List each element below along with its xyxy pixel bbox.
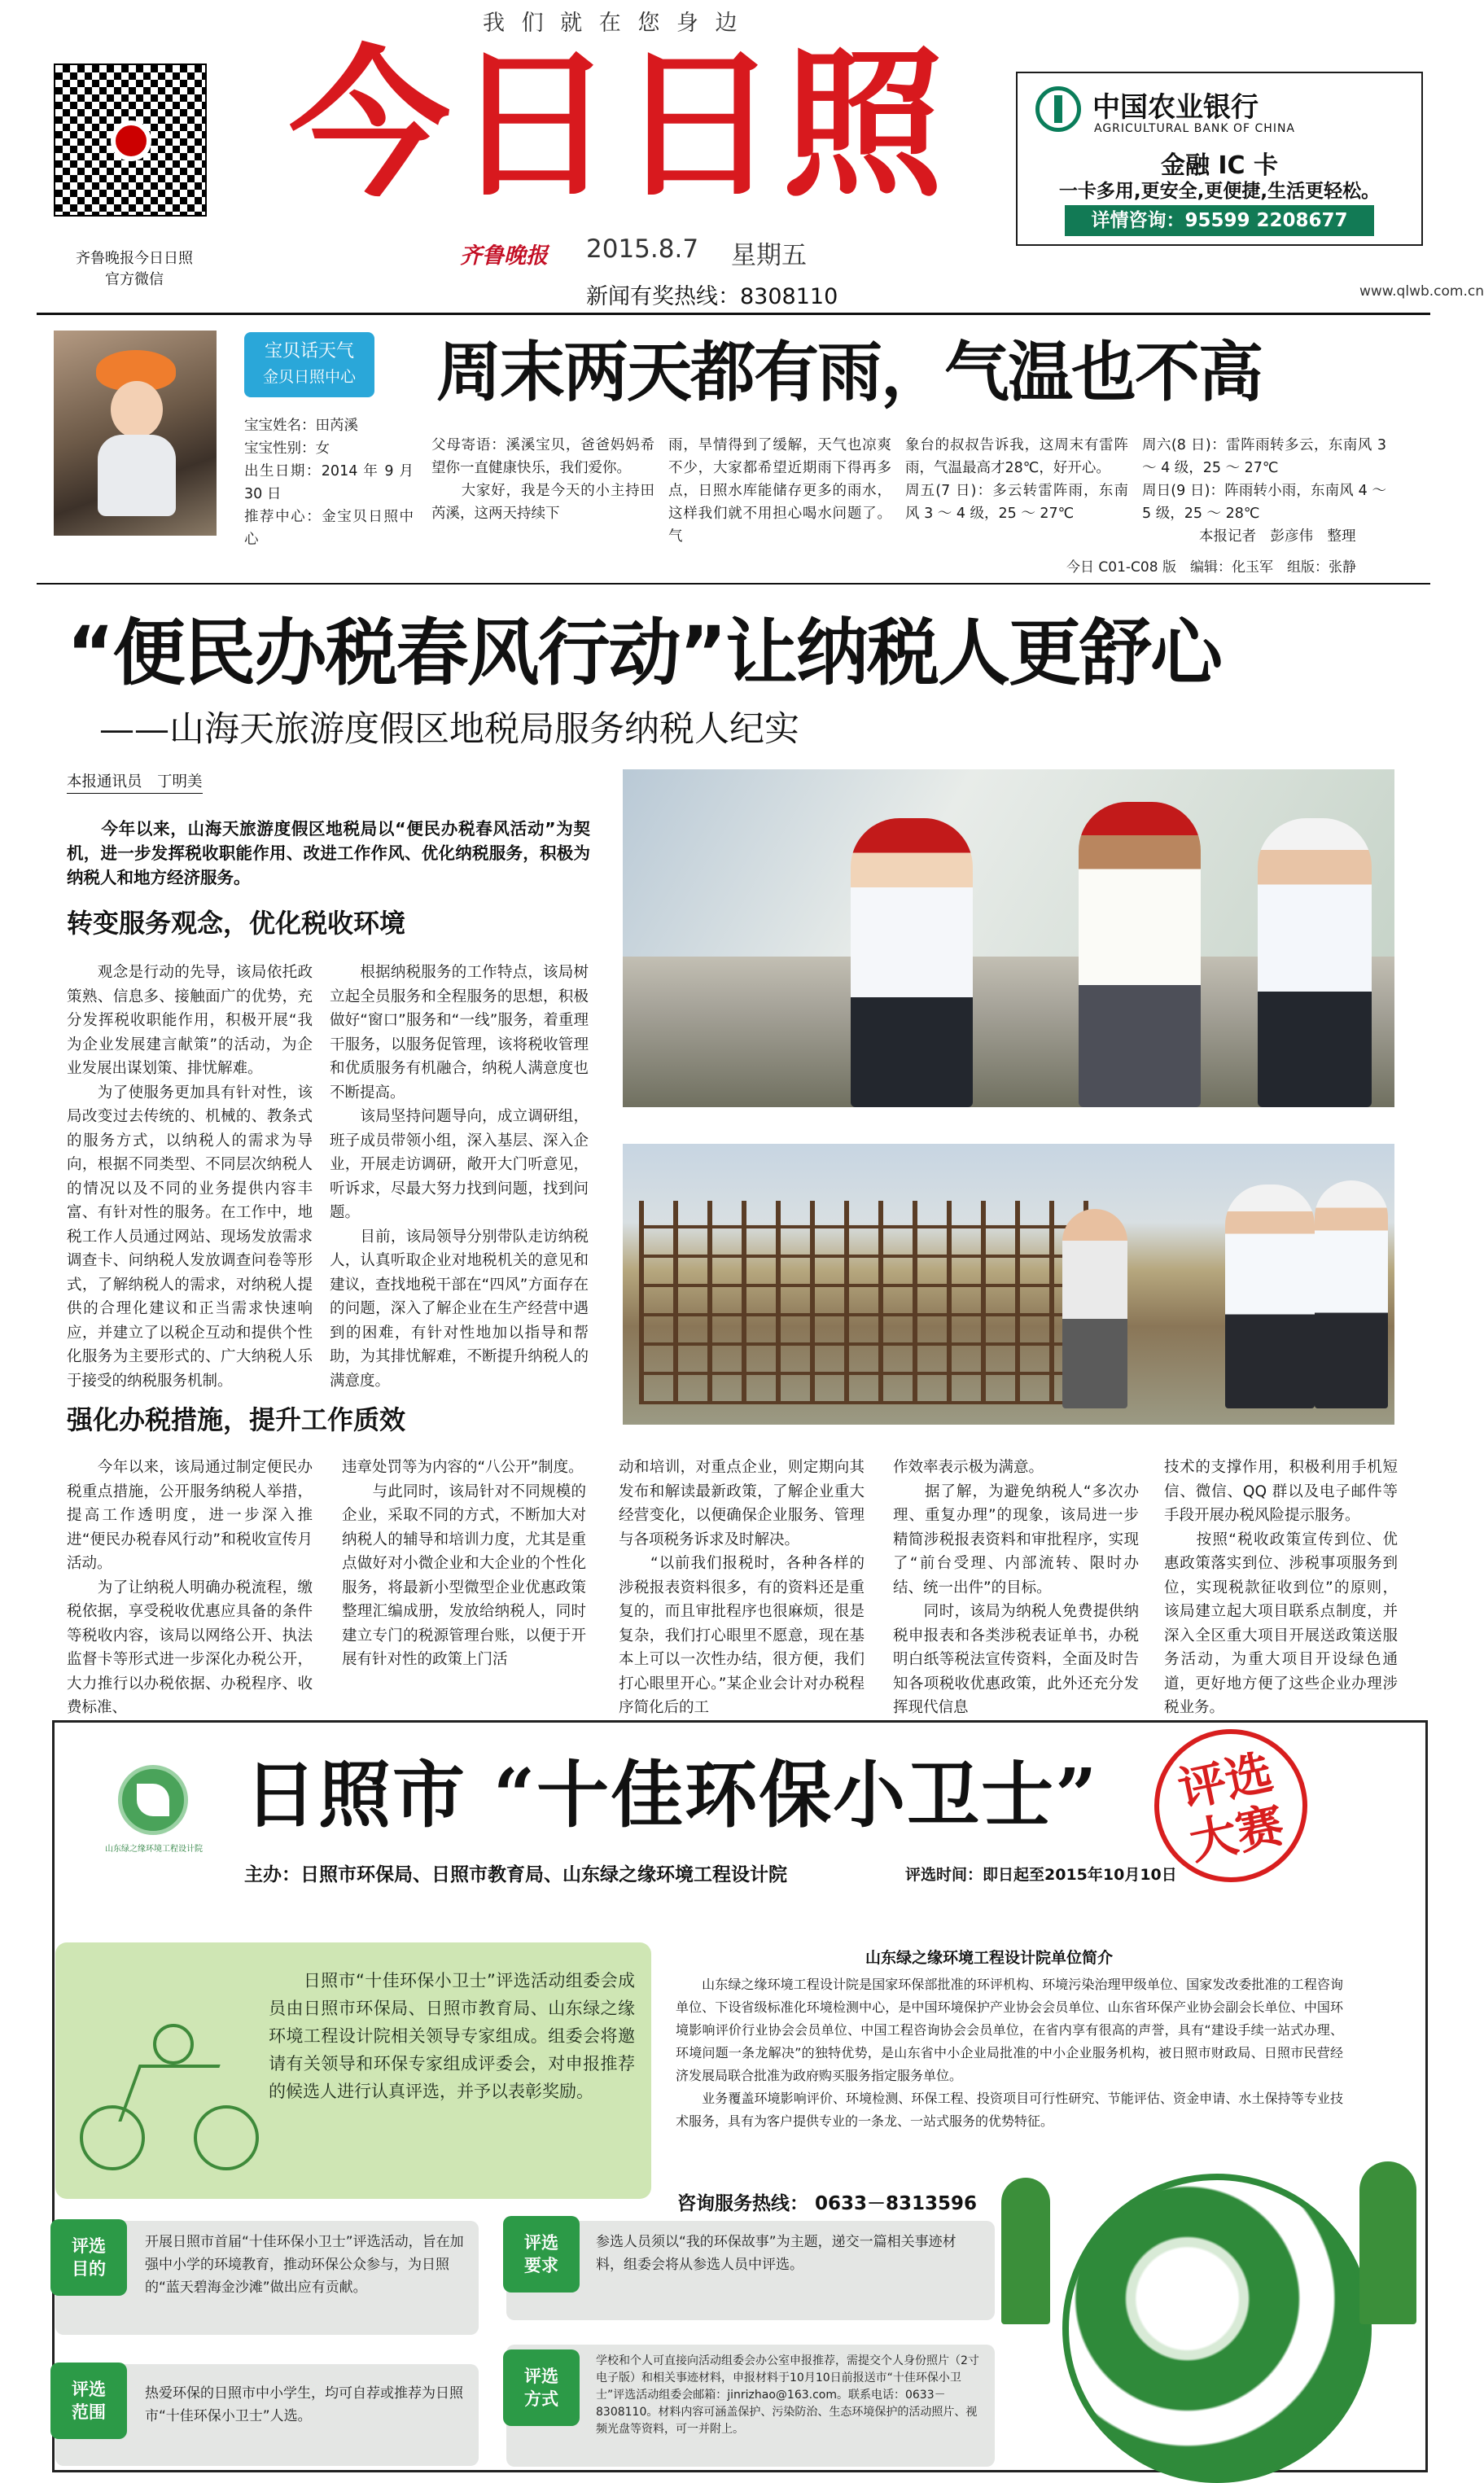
env-stamp-text: 评选大赛: [1173, 1744, 1289, 1871]
env-hotline: 咨询服务热线： 0633－8313596: [677, 2193, 978, 2214]
baby-photo: [54, 331, 217, 536]
bank-name: 中国农业银行: [1092, 91, 1259, 124]
photo1-person-b: [1079, 802, 1201, 1107]
panel-method-tag: 评选 方式: [503, 2349, 580, 2426]
qr-caption: 齐鲁晚报今日日照 官方微信: [76, 250, 193, 288]
masthead-slogan: 我 们 就 在 您 身 边: [483, 11, 742, 36]
byline: 本报通讯员 丁明美: [67, 770, 203, 794]
weather-col-4: 周六(8 日)：雷阵雨转多云，东南风 3 ～ 4 级，25 ～ 27℃ 周日(9 日)：阵雨转小雨，东南风 4 ～ 5 级，25 ～ 28℃ 本报记者 彭彦伟 整理: [1142, 437, 1386, 545]
env-intro-text: 日照市“十佳环保小卫士”评选活动组委会成员由日照市环保局、日照市教育局、山东绿之缘环境工程设计院相关领导专家组成。组委会将邀请有关领导和环保专家组成评委会，对申报推荐的候选人进行认真评选，并予以表彰奖励。: [269, 1971, 635, 2101]
env-organizers: 主办：日照市环保局、日照市教育局、山东绿之缘环境工程设计院: [244, 1864, 787, 1885]
weather-col-2: 雨，旱情得到了缓解，天气也凉爽不少，大家都希望近期雨下得再多点，日照水库能储存更多的雨水，这样我们就不用担心喝水问题了。气: [668, 437, 891, 545]
sponsor-logo: 齐鲁晚报: [460, 243, 548, 269]
panel-method-text: 学校和个人可直接向活动组委会办公室申报推荐，需提交个人身份照片（2寸电子版）和相关事迹材料，申报材料于10月10日前报送市“十佳环保小卫士”评选活动组委会邮箱：jinrizhao@163.com。联系电话：0633－8308110。材料内容可涵盖保护、污染防治、生态环境保护的活动照片、视频光盘等资料，可一并附上。: [596, 2354, 979, 2436]
baby-face: [111, 381, 163, 438]
article-headline: “便民办税春风行动”让纳税人更舒心: [67, 611, 1221, 695]
bank-slogan: 一卡多用,更安全,更便捷,生活更轻松。: [1058, 181, 1381, 202]
weather-col-3: 象台的叔叔告诉我，这周末有雷阵雨，气温最高才28℃，好开心。 周五(7 日)：多云转雷阵雨，东南风 3 ～ 4 级，25 ～ 27℃: [905, 437, 1128, 522]
edition-info: 今日 C01-C08 版 编辑：化玉军 组版：张静: [1066, 559, 1356, 576]
photo2-person-c: [1315, 1180, 1388, 1408]
article-lead: 今年以来，山海天旅游度假区地税局以“便民办税春风活动”为契机，进一步发挥税收职能作用、改进工作作风、优化纳税服务，积极为纳税人和地方经济服务。: [67, 819, 590, 887]
photo2-scaffold: [639, 1201, 1095, 1404]
weather-col-1: 父母寄语：溪溪宝贝，爸爸妈妈希望你一直健康快乐，我们爱你。 大家好，我是今天的小主持田芮溪，这两天持续下: [431, 437, 654, 522]
panel-method: [506, 2345, 995, 2467]
panel-scope-text: 热爱环保的日照市中小学生，均可自荐或推荐为日照市“十佳环保小卫士”人选。: [145, 2385, 463, 2424]
website: www.qlwb.com.cn: [1359, 283, 1484, 300]
panel-requirement-tag: 评选 要求: [503, 2216, 580, 2293]
qr-center-logo: [111, 120, 151, 161]
photo2-person-b: [1225, 1185, 1315, 1408]
section2-col-1: 今年以来，该局通过制定便民办税重点措施，公开服务纳税人举措，提高工作透明度，进一步深入推进“便民办税春风行动”和税收宣传月活动。 为了让纳税人明确办税流程，缴税依据，享受税收优惠应具备的条件等税收内容，该局以网络公开、执法监督卡等形式进一步深化办税公开，大力推行以办税依据、办税程序、收费标准、: [67, 1459, 313, 1716]
baby-body: [98, 435, 176, 516]
company-title: 山东绿之缘环境工程设计院单位简介: [865, 1949, 1113, 1967]
env-logo-caption: 山东绿之缘环境工程设计院: [105, 1845, 203, 1854]
section2-col-3: 动和培训，对重点企业，则定期向其发布和解读最新政策，了解企业重大经营变化，以便确保企业服务、管理与各项税务诉求及时解决。 “以前我们报税时，各种各样的涉税报表资料很多，有的资料还是重复的，而且审批程序也很麻烦，很是复杂，我们打心眼里不愿意，现在基本上可以一次性办结，很方便，我们打心眼里开心。”某企业会计对办税程序简化后的工: [619, 1459, 865, 1716]
section2-col-5: 技术的支撑作用，积极利用手机短信、微信、QQ 群以及电子邮件等手段开展办税风险提示服务。 按照“税收政策宣传到位、优惠政策落实到位、涉税事项服务到位，实现税款征收到位”的原则，该局建立起大项目联系点制度，并深入全区重大项目开展送政策送服务活动，为重大项目开设绿色通道，更好地方便了这些企业办理涉税业务。: [1164, 1459, 1398, 1716]
env-logo: [118, 1765, 188, 1835]
earth-illustration: [1001, 2129, 1416, 2471]
masthead-divider: [37, 313, 1430, 315]
bank-ad[interactable]: [1016, 72, 1423, 246]
news-hotline: 新闻有奖热线：8308110: [586, 284, 838, 309]
bank-name-en: AGRICULTURAL BANK OF CHINA: [1094, 122, 1296, 135]
photo-inspection-1[interactable]: [623, 769, 1394, 1107]
weather-tag: [244, 332, 374, 397]
bank-contact: 详情咨询：95599 2208677: [1065, 205, 1374, 236]
photo1-person-c: [1258, 818, 1372, 1107]
bank-logo-icon: [1035, 86, 1081, 132]
baby-info: 宝宝姓名：田芮溪 宝宝性别：女 出生日期：2014 年 9 月 30 日 推荐中心：金宝贝日照中心: [244, 418, 414, 548]
env-ad-title: 日照市 “十佳环保小卫士”: [244, 1752, 1099, 1837]
weather-divider: [37, 583, 1430, 585]
section2-col-4: 作效率表示极为满意。 据了解，为避免纳税人“多次办理、重复办理”的现象，该局进一步精简涉税报表资料和审批程序，实现了“前台受理、内部流转、限时办结、统一出件”的目标。 同时，该局为纳税人免费提供纳税申报表和各类涉税表证单书，办税明白纸等税法宣传资料，全面及时告知各项税收优惠政策，此外还充分发挥现代信息: [893, 1459, 1139, 1716]
weather-tag-line1: 宝贝话天气: [264, 341, 354, 361]
issue-date: 2015.8.7: [586, 234, 699, 264]
env-logo-leaf-icon: [137, 1784, 169, 1816]
photo2-person-a: [1062, 1209, 1127, 1408]
newspaper-title: 今日日照: [289, 31, 947, 219]
section2-heading: 强化办税措施，提升工作质效: [67, 1404, 406, 1435]
section1-col-2: 根据纳税服务的工作特点，该局树立起全员服务和全程服务的思想，积极做好“窗口”服务和“一线”服务，着重理干服务，以服务促管理，该将税收管理和优质服务有机融合，纳税人满意度也不断提高。 该局坚持问题导向，成立调研组，班子成员带领小组，深入基层、深入企业，开展走访调研，敞开大门听意见，听诉求，尽最大努力找到问题，找到问题。 目前，该局领导分别带队走访纳税人，认真听取企业对地税机关的意见和建议，查找地税干部在“四风”方面存在的问题，深入了解企业在生产经营中遇到的困难，有针对性地加以指导和帮助，为其排忧解难，不断提升纳税人的满意度。: [330, 964, 589, 1390]
issue-weekday: 星期五: [731, 241, 807, 270]
panel-scope-tag: 评选 范围: [50, 2363, 127, 2439]
article-subheadline: ——山海天旅游度假区地税局服务纳税人纪实: [99, 709, 799, 750]
section1-heading: 转变服务观念，优化税收环境: [67, 908, 406, 939]
env-period: 评选时间：即日起至2015年10月10日: [905, 1866, 1177, 1884]
photo-inspection-2[interactable]: [623, 1144, 1394, 1425]
tree-left: [1001, 2178, 1050, 2324]
company-text: 山东绿之缘环境工程设计院是国家环保部批准的环评机构、环境污染治理甲级单位、国家发改委批准的工程咨询单位、下设省级标准化环境检测中心，是中国环境保护产业协会会员单位、山东省环保产业协会副会长单位、中国环境影响评价行业协会会员单位、中国工程咨询协会会员单位，在省内享有很高的声誉，具有“建设手续一站式办理、环境问题一条龙解决”的独特优势，是山东省中小企业局批准的中小企业服务机构，被日照市财政局、日照市民营经济发展局联合批准为政府购买服务指定服务单位。 业务覆盖环境影响评价、环境检测、环保工程、投资项目可行性研究、节能评估、资金申请、水土保持等专业技术服务，具有为客户提供专业的一条龙、一站式服务的优势特征。: [676, 1977, 1343, 2129]
tree-right: [1359, 2161, 1416, 2324]
panel-requirement-text: 参选人员须以“我的环保故事”为主题，递交一篇相关事迹材料，组委会将从参选人员中评选。: [596, 2234, 957, 2273]
panel-purpose-tag: 评选 目的: [50, 2219, 127, 2296]
section2-col-2: 违章处罚等为内容的“八公开”制度。 与此同时，该局针对不同规模的企业，采取不同的方式，不断加大对纳税人的辅导和培训力度，尤其是重点做好对小微企业和大企业的个性化服务，将最新小型微型企业优惠政策整理汇编成册，发放给纳税人，同时建立专门的税源管理台账，以便于开展有针对性的政策上门活: [342, 1459, 586, 1668]
bicycle-icon: [80, 2016, 267, 2170]
panel-requirement: [506, 2221, 995, 2320]
bank-product: 金融 IC 卡: [1160, 151, 1279, 180]
photo1-person-a: [851, 818, 973, 1107]
qr-code[interactable]: [54, 63, 207, 217]
weather-headline: 周末两天都有雨，气温也不高: [436, 335, 1262, 410]
weather-tag-line2: 金贝日照中心: [262, 368, 356, 386]
section1-col-1: 观念是行动的先导，该局依托政策熟、信息多、接触面广的优势，充分发挥税收职能作用，积极开展“我为企业发展建言献策”的活动，为企业发展出谋划策、排忧解难。 为了使服务更加具有针对性，该局改变过去传统的、机械的、教条式的服务方式，以纳税人的需求为导向，根据不同类型、不同层次纳税人的情况以及不同的业务提供内容丰富、有针对性的服务。在工作中，地税工作人员通过网站、现场发放需求调查卡、问纳税人发放调查问卷等形式，了解纳税人的需求，对纳税人提供的合理化建议和正当需求快速响应，并建立了以税企互动和提供个性化服务为主要形式的、广大纳税人乐于接受的纳税服务机制。: [67, 964, 313, 1390]
panel-purpose-text: 开展日照市首届“十佳环保小卫士”评选活动，旨在加强中小学的环境教育，推动环保公众参与，为日照的“蓝天碧海金沙滩”做出应有贡献。: [145, 2234, 464, 2296]
earth-globe: [1062, 2174, 1372, 2483]
